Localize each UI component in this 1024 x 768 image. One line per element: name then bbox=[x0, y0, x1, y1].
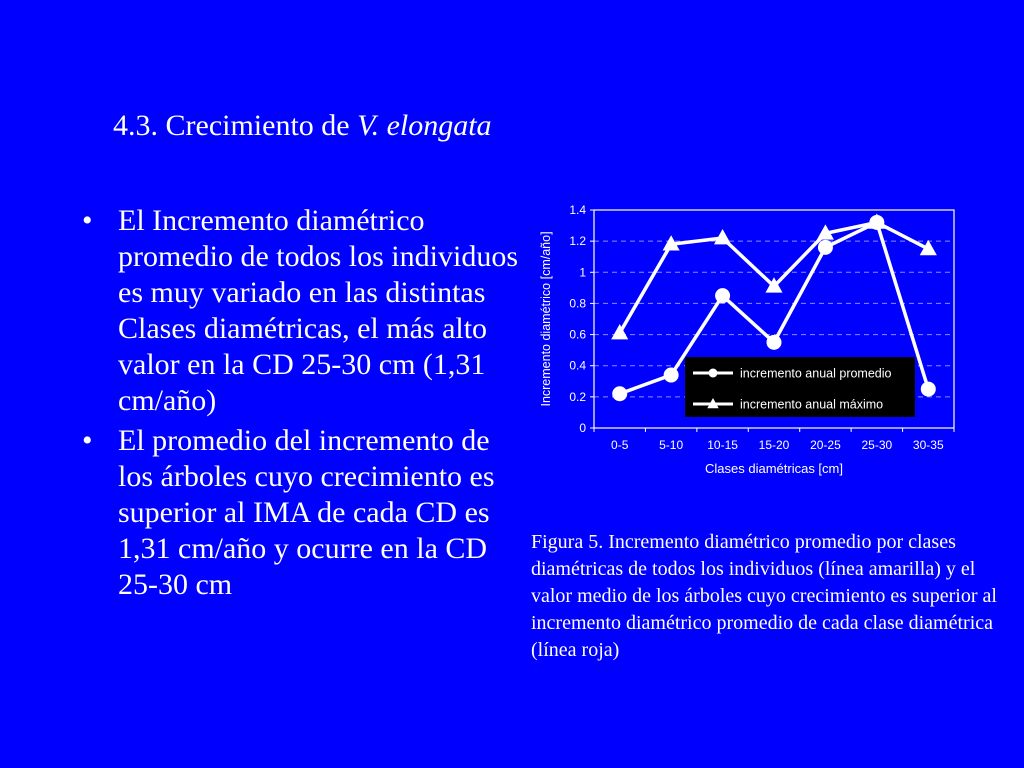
bullet-text: El promedio del incremento de los árboles cuyo crecimiento es superior al IMA de cada CD es 1,31 cm/año y ocurre en la CD 25-30 cm bbox=[118, 424, 495, 601]
bullet-list bbox=[80, 203, 520, 607]
legend-label: incremento anual máximo bbox=[740, 397, 884, 412]
bullet-dot: • bbox=[82, 204, 93, 237]
data-point bbox=[818, 240, 833, 255]
data-point bbox=[611, 324, 628, 339]
y-axis-title: Incremento diamétrico [cm/año] bbox=[539, 231, 553, 407]
y-tick-label: 1 bbox=[579, 265, 586, 280]
data-point bbox=[921, 382, 936, 397]
y-tick-label: 0.2 bbox=[569, 389, 586, 404]
x-tick-label: 5-10 bbox=[659, 438, 684, 452]
x-tick-label: 15-20 bbox=[758, 438, 790, 452]
y-tick-label: 0.4 bbox=[569, 358, 586, 373]
data-point bbox=[767, 335, 782, 350]
x-tick-label: 10-15 bbox=[707, 438, 738, 452]
x-tick-label: 20-25 bbox=[810, 438, 841, 452]
y-tick-label: 1.2 bbox=[569, 234, 586, 249]
bullet-item bbox=[80, 203, 520, 419]
figure-caption: Figura 5. Incremento diamétrico promedio por clases diamétricas de todos los individuos (línea amarilla) y el valor medio de los árboles cuyo crecimiento es superior al incremento diamétrico promedio de cada clase diamétrica (línea roja) bbox=[531, 531, 997, 661]
data-point bbox=[664, 368, 679, 383]
bullet-dot: • bbox=[82, 424, 93, 457]
x-tick-label: 0-5 bbox=[611, 438, 629, 452]
x-axis-title: Clases diamétricas [cm] bbox=[705, 461, 843, 476]
data-point bbox=[714, 229, 731, 244]
y-tick-label: 0.6 bbox=[569, 327, 586, 342]
x-tick-label: 30-35 bbox=[912, 438, 944, 452]
y-tick-label: 1.4 bbox=[569, 203, 586, 217]
x-tick-label: 25-30 bbox=[861, 438, 893, 452]
line-chart bbox=[533, 195, 973, 495]
data-point bbox=[715, 288, 730, 303]
legend-marker bbox=[709, 369, 718, 378]
title-species: V. elongata bbox=[357, 109, 492, 142]
title-prefix: 4.3. Crecimiento de bbox=[113, 109, 358, 142]
data-point bbox=[612, 386, 627, 401]
bullet-item bbox=[80, 423, 520, 603]
bullet-text: El Incremento diamétrico promedio de todos los individuos es muy variado en las distintas Clases diamétricas, el más alto valor en la CD 25-30 cm (1,31 cm/año) bbox=[118, 204, 518, 417]
y-tick-label: 0.8 bbox=[569, 296, 586, 311]
slide-title bbox=[113, 106, 492, 146]
legend-label: incremento anual promedio bbox=[740, 366, 892, 381]
y-tick-label: 0 bbox=[579, 421, 586, 435]
